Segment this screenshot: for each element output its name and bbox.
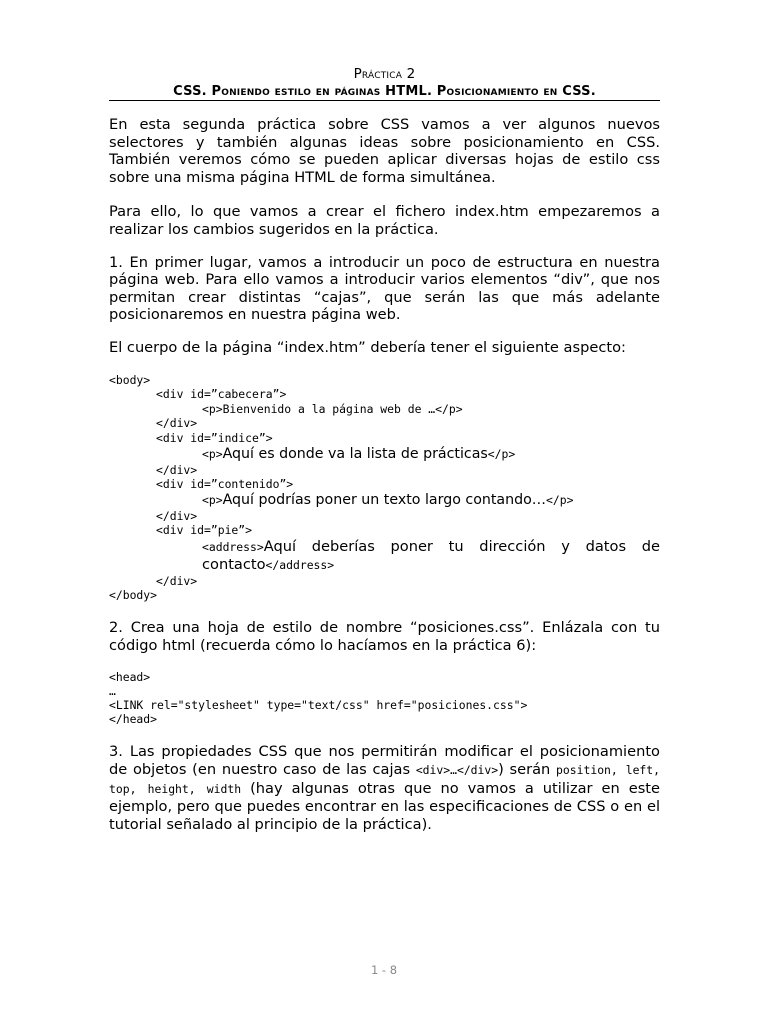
code-line: … [109,684,116,699]
code-line: <LINK rel="stylesheet" type="text/css" href="posiciones.css"> [109,697,528,712]
code-line: </head> [109,711,158,726]
body-intro-paragraph: El cuerpo de la página “index.htm” debería tener el siguiente aspecto: [109,338,626,356]
code-line: <div id=”cabecera”> [156,387,287,402]
code-block-body [109,373,660,604]
page-number: 1 - 8 [370,963,398,977]
practice-label: Práctica 2 [353,66,416,82]
code-line: <div id=”contenido”> [156,477,294,492]
code-tag: </address> [265,557,335,572]
step3-text: ) serán [498,761,557,779]
code-line: <body> [109,372,151,387]
intro-paragraph-1: En esta segunda práctica sobre CSS vamos a ver algunos nuevos selectores y también algunas ideas sobre posicionamiento en CSS. También veremos cómo se pueden aplicar diversas hojas de estilo css sobre una misma página HTML de forma simultánea. [109,116,660,186]
code-line: </div> [156,416,198,431]
step1-paragraph: 1. En primer lugar, vamos a introducir un poco de estructura en nuestra página web. Para ello vamos a introducir varios elementos “div”, que nos permitan crear distintas “cajas”, que serán las que más adelante posicionaremos en nuestra página web. [109,253,660,324]
step3-text: 3. Las propiedades CSS que nos permitirán modificar el posicionamiento de objetos (en nuestro caso de las cajas [109,743,660,779]
code-tag: </p> [546,492,574,507]
code-text: Aquí es donde va la lista de prácticas [222,445,488,462]
code-tag: <p> [202,446,223,461]
code-line: <head> [109,670,151,685]
page-content [109,66,660,833]
page-title: CSS. Poniendo estilo en páginas HTML. Posicionamiento en CSS. [173,84,596,99]
code-line-address [109,538,660,574]
page-header [109,66,660,101]
code-line: <div id=”pie”> [156,523,253,538]
code-tag: <address> [202,539,264,554]
code-tag: <p> [202,492,223,507]
step2-paragraph: 2. Crea una hoja de estilo de nombre “posiciones.css”. Enlázala con tu código html (recuerda cómo lo hacíamos en la práctica 6): [109,619,660,654]
inline-code: position, left, top, height, width [109,763,661,796]
step3-paragraph [109,743,660,833]
code-line: </body> [109,588,158,603]
code-text: Aquí podrías poner un texto largo contando… [222,491,546,508]
code-line: </div> [156,573,198,588]
code-line [109,446,660,463]
code-block-head [109,671,660,726]
code-line: <div id=”indice”> [156,430,273,445]
inline-code: <div>…</div> [415,763,499,778]
code-line: <p>Bienvenido a la página web de …</p> [202,401,463,416]
code-line: </div> [156,508,198,523]
code-text: Aquí deberías poner tu dirección y datos de contacto [202,537,660,573]
header-rule [109,100,660,101]
step3-text: (hay algunas otras que no vamos a utilizar en este ejemplo, pero que puedes encontrar en las especificaciones de CSS o en el tutorial señalado al principio de la práctica). [109,779,660,833]
code-line: </div> [156,462,198,477]
code-line [109,492,660,509]
code-tag: </p> [487,446,516,461]
intro-paragraph-2: Para ello, lo que vamos a crear el fichero index.htm empezaremos a realizar los cambios sugeridos en la práctica. [109,203,660,238]
